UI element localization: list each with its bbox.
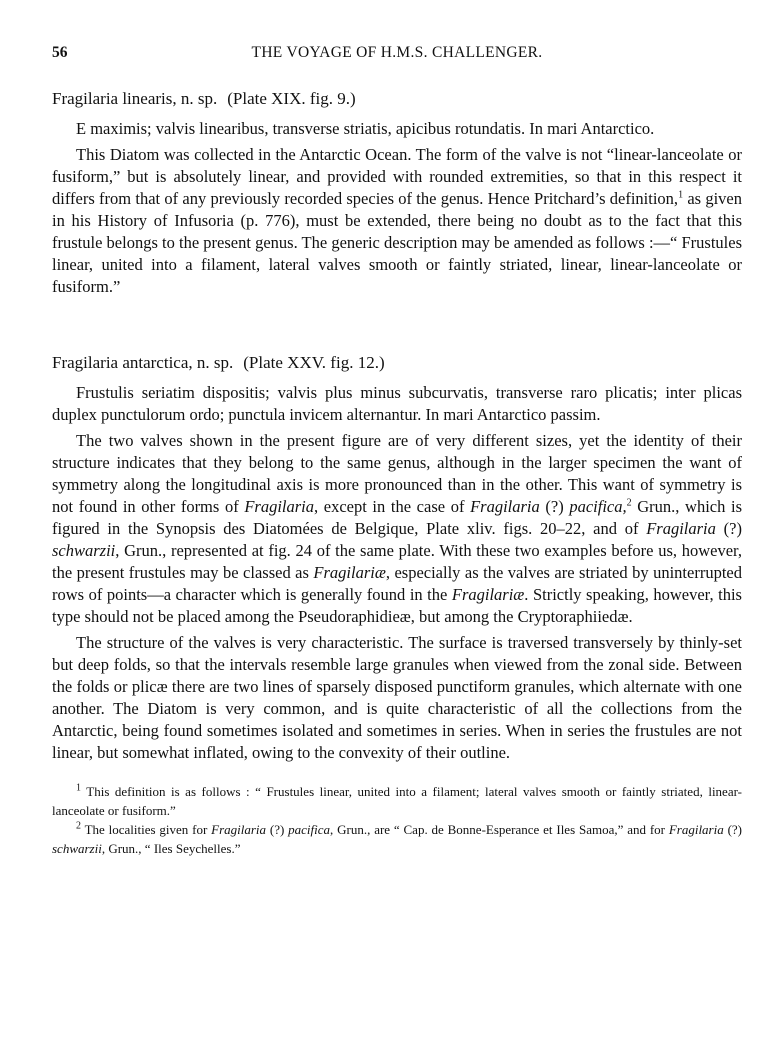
text: , Grun., are “ Cap. de Bonne-Esperance et Iles Samoa,” and for bbox=[330, 822, 669, 837]
italic-text: Fragilaria bbox=[211, 822, 267, 837]
text: as given in his History of Infusoria (p. 776), must be extended, there being no doubt as to the fact that this frustule belongs to the present genus. The generic description may be amended as follows :—“ Frustules linear, united into a filament, lateral valves smooth or faintly striated, linear, linear-lanceolate or fusiform.” bbox=[52, 189, 742, 296]
italic-text: schwarzii bbox=[52, 841, 102, 856]
species-name: Fragilaria linearis, n. sp. bbox=[52, 89, 218, 108]
running-title: THE VOYAGE OF H.M.S. CHALLENGER. bbox=[251, 44, 543, 61]
text: , especially as the valves are striated by uninterrupted rows of points—a character which is generally found in the bbox=[52, 563, 742, 604]
species-heading bbox=[52, 352, 742, 374]
italic-text: schwarzii bbox=[52, 541, 116, 560]
italic-text: Fragilaria bbox=[668, 822, 724, 837]
text: Grun., which is figured in the Synopsis des Diatomées de Belgique, Plate xliv. figs. 20–22, and of bbox=[52, 497, 742, 538]
text: The localities given for bbox=[81, 822, 212, 837]
italic-text: pacifica, bbox=[569, 497, 627, 516]
text: This definition is as follows : “ Frustules linear, united into a filament; lateral valves smooth or faintly striated, linear-lanceolate or fusiform.” bbox=[52, 784, 742, 818]
description-paragraph: The structure of the valves is very characteristic. The surface is traversed transversely by thinly-set but deep folds, so that the intervals resemble large granules when viewed from the zonal side. Between the folds or plicæ there are two lines of sparsely disposed punctiform granules, which alternate with one another. The Diatom is very common, and is quite characteristic of all the collections from the Antarctic, being found sometimes isolated and sometimes in series. When in series the frustules are not linear, but somewhat inflated, owing to the convexity of their outline. bbox=[52, 633, 742, 762]
text: , except in the case of bbox=[314, 497, 471, 516]
latin-diagnosis: E maximis; valvis linearibus, transverse striatis, apicibus rotundatis. In mari Antarctico. bbox=[76, 119, 655, 138]
text: (?) bbox=[539, 497, 570, 516]
text: (?) bbox=[266, 822, 289, 837]
plate-reference: (Plate XIX. fig. 9.) bbox=[227, 89, 356, 108]
footnote-ref: 2 bbox=[626, 497, 632, 509]
footnote-mark: 2 bbox=[76, 820, 81, 832]
section-fragilaria-linearis bbox=[52, 88, 742, 298]
page bbox=[52, 44, 742, 858]
running-header bbox=[52, 44, 742, 68]
description-paragraph bbox=[52, 144, 742, 298]
italic-text: Fragilariæ bbox=[313, 563, 386, 582]
text: , Grun., “ Iles Seychelles.” bbox=[101, 841, 241, 856]
italic-text: pacifica bbox=[288, 822, 331, 837]
species-name: Fragilaria antarctica, n. sp. bbox=[52, 353, 234, 372]
footnote-2 bbox=[52, 820, 742, 858]
plate-reference: (Plate XXV. fig. 12.) bbox=[243, 353, 385, 372]
italic-text: Fragilaria bbox=[470, 497, 540, 516]
text: (?) bbox=[715, 519, 742, 538]
footnote-mark: 1 bbox=[76, 782, 81, 794]
text: The two valves shown in the present figure are of very different sizes, yet the identity of their structure indicates that they belong to the same genus, although in the larger specimen the want of symmetry along the longitudinal axis is more pronounced than in the other. This want of symmetry is not found in other forms of bbox=[52, 431, 742, 516]
footnotes bbox=[52, 782, 742, 858]
text: . Strictly speaking, however, this type should not be placed among the Pseudoraphidieæ, but among the Cryptoraphiiedæ. bbox=[52, 585, 742, 626]
latin-diagnosis: Frustulis seriatim dispositis; valvis plus minus subcurvatis, transverse raro plicatis; inter plicas duplex punctulorum ordo; punctula invicem alternantur. In mari Antarctico passim. bbox=[52, 383, 742, 424]
italic-text: Fragilaria bbox=[646, 519, 716, 538]
page-number: 56 bbox=[52, 44, 68, 61]
italic-text: Fragilaria bbox=[244, 497, 314, 516]
species-heading bbox=[52, 88, 742, 110]
text: This Diatom was collected in the Antarctic Ocean. The form of the valve is not “linear-lanceolate or fusiform,” but is absolutely linear, and provided with rounded extremities, so that in this respect it differs from that of any previously recorded species of the genus. Hence Pritchard’s definition, bbox=[52, 145, 742, 208]
italic-text: Fragilariæ bbox=[451, 585, 525, 604]
footnote-ref: 1 bbox=[678, 189, 684, 201]
footnote-1 bbox=[52, 782, 742, 820]
text: , Grun., represented at fig. 24 of the same plate. With these two examples before us, however, the present frustules may be classed as bbox=[52, 541, 742, 582]
text: (?) bbox=[723, 822, 742, 837]
description-paragraph bbox=[52, 430, 742, 628]
section-fragilaria-antarctica bbox=[52, 352, 742, 764]
